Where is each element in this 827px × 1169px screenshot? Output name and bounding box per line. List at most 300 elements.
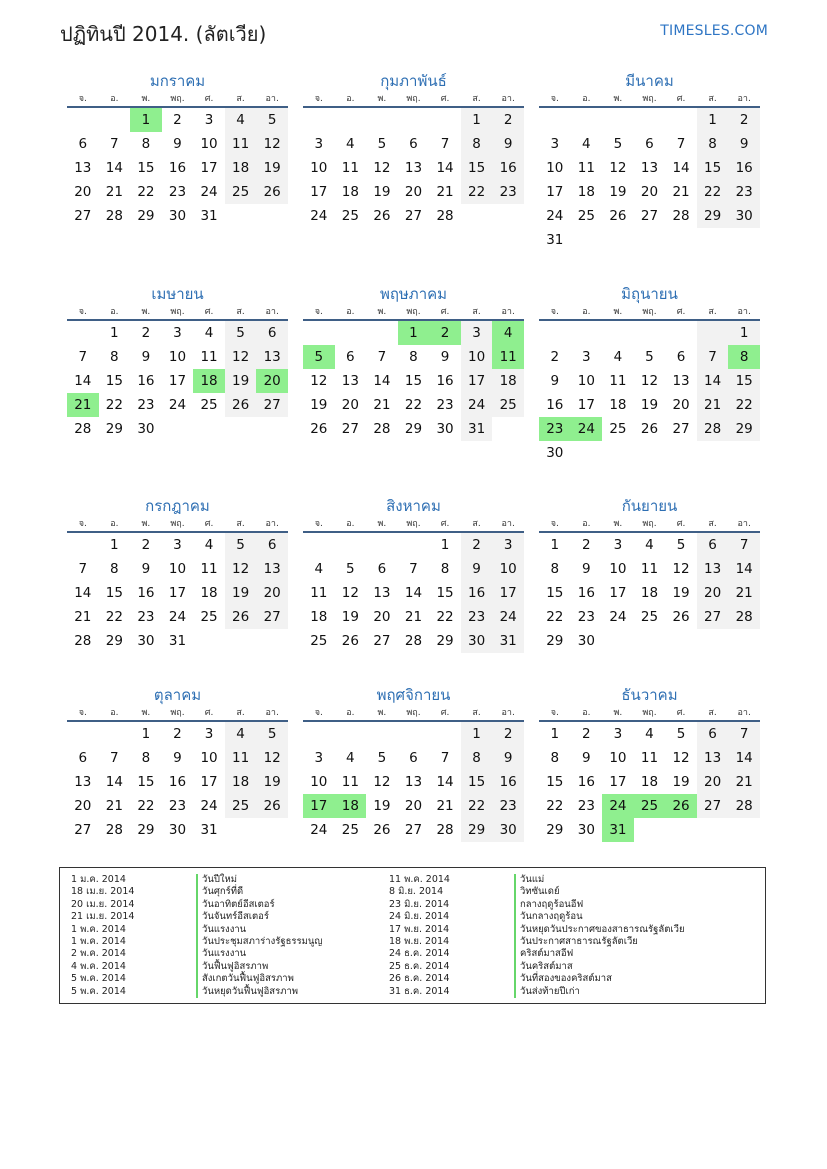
day-cell: 17 <box>546 184 564 200</box>
day-cell: 3 <box>613 726 623 742</box>
weekday-label: พ. <box>613 307 623 317</box>
empty-cell <box>634 228 666 252</box>
day-cell: 18 <box>577 184 595 200</box>
day-cell: 20 <box>697 770 729 794</box>
empty-cell <box>335 108 367 132</box>
day-cell: 21 <box>672 184 690 200</box>
day-cell: 1 <box>697 108 729 132</box>
day-cell: 31 <box>200 208 218 224</box>
weekday-label: อ. <box>346 519 355 529</box>
weekday-label: อ. <box>346 307 355 317</box>
day-cell: 12 <box>640 373 659 389</box>
day-grid <box>67 321 288 441</box>
day-cell: 6 <box>377 561 387 577</box>
day-cell: 20 <box>697 581 729 605</box>
empty-cell <box>303 108 335 132</box>
day-cell: 16 <box>436 373 454 389</box>
day-cell: 4 <box>645 726 654 742</box>
legend-date: 8 มิ.ย. 2014 <box>389 886 444 898</box>
day-cell: 18 <box>640 774 659 790</box>
empty-cell <box>697 321 729 345</box>
day-cell: 1 <box>550 537 560 553</box>
weekday-header <box>539 305 760 321</box>
empty-cell <box>162 417 194 441</box>
day-cell: 19 <box>256 770 288 794</box>
empty-cell <box>303 533 335 557</box>
day-cell: 19 <box>609 184 627 200</box>
day-cell: 18 <box>225 770 257 794</box>
day-cell: 25 <box>640 609 659 625</box>
day-cell: 26 <box>310 421 328 437</box>
day-cell: 11 <box>200 349 218 365</box>
day-cell: 20 <box>74 184 92 200</box>
day-cell: 4 <box>492 321 524 345</box>
weekday-header <box>539 706 760 722</box>
month-name: ตุลาคม <box>153 686 202 704</box>
day-cell: 31 <box>168 633 187 649</box>
day-cell: 13 <box>697 557 729 581</box>
day-cell: 28 <box>105 208 123 224</box>
holiday-legend <box>59 867 766 1004</box>
day-cell: 20 <box>672 397 690 413</box>
day-cell: 22 <box>404 397 423 413</box>
day-cell: 16 <box>577 774 595 790</box>
legend-row <box>389 911 685 923</box>
weekday-label: พฤ. <box>406 708 421 718</box>
day-cell: 15 <box>461 770 493 794</box>
day-cell: 14 <box>74 373 92 389</box>
day-cell: 2 <box>141 325 151 341</box>
day-cell: 4 <box>613 349 623 365</box>
day-cell: 21 <box>74 609 92 625</box>
day-cell: 30 <box>436 421 454 437</box>
legend-holiday-name: วันที่สองของคริสต์มาส <box>514 973 612 985</box>
day-cell: 31 <box>492 629 524 653</box>
day-cell: 29 <box>105 633 123 649</box>
empty-cell <box>99 108 131 132</box>
day-cell: 9 <box>173 136 182 152</box>
day-cell: 10 <box>546 160 564 176</box>
day-cell: 1 <box>550 726 560 742</box>
day-cell: 16 <box>137 585 155 601</box>
weekday-label: จ. <box>314 307 323 317</box>
weekday-label: จ. <box>550 94 559 104</box>
legend-row <box>71 948 322 960</box>
day-cell: 23 <box>539 417 571 441</box>
day-cell: 7 <box>78 349 88 365</box>
empty-cell <box>366 722 398 746</box>
day-cell: 2 <box>582 726 591 742</box>
month-name: พฤศจิกายน <box>376 686 451 704</box>
weekday-label: พฤ. <box>170 708 185 718</box>
day-cell: 3 <box>550 136 560 152</box>
legend-date: 1 พ.ค. 2014 <box>71 923 126 935</box>
weekday-label: จ. <box>550 708 559 718</box>
day-cell: 2 <box>582 537 591 553</box>
legend-row <box>389 986 685 998</box>
weekday-label: จ. <box>314 519 323 529</box>
day-cell: 29 <box>546 633 564 649</box>
day-cell: 19 <box>373 798 391 814</box>
day-cell: 26 <box>256 794 288 818</box>
day-cell: 26 <box>256 180 288 204</box>
day-grid <box>303 108 524 228</box>
legend-holiday-name: วันคริสต์มาส <box>514 961 573 973</box>
day-cell: 10 <box>168 349 187 365</box>
day-cell: 8 <box>550 561 560 577</box>
legend-date: 18 เม.ย. 2014 <box>71 886 135 898</box>
day-cell: 11 <box>310 585 328 601</box>
weekday-header <box>67 92 288 108</box>
weekday-label: พ. <box>141 708 151 718</box>
empty-cell <box>398 533 430 557</box>
weekday-label: ศ. <box>676 708 686 718</box>
weekday-label: อ. <box>582 94 591 104</box>
day-cell: 9 <box>173 750 182 766</box>
day-cell: 26 <box>665 794 697 818</box>
weekday-label: พ. <box>613 94 623 104</box>
legend-date: 24 ธ.ค. 2014 <box>389 948 450 960</box>
day-cell: 4 <box>314 561 324 577</box>
day-cell: 4 <box>225 722 257 746</box>
day-cell: 7 <box>110 750 119 766</box>
empty-cell <box>571 228 603 252</box>
day-cell: 28 <box>404 633 423 649</box>
day-cell: 27 <box>672 421 690 437</box>
weekday-label: อา. <box>265 519 279 529</box>
weekday-header <box>67 305 288 321</box>
weekday-label: อ. <box>110 708 119 718</box>
day-cell: 2 <box>492 108 524 132</box>
day-cell: 18 <box>492 369 524 393</box>
day-cell: 7 <box>728 533 760 557</box>
day-cell: 16 <box>728 156 760 180</box>
day-cell: 20 <box>404 798 423 814</box>
day-cell: 28 <box>728 605 760 629</box>
legend-row <box>389 936 685 948</box>
day-cell: 26 <box>225 605 257 629</box>
day-cell: 10 <box>609 750 627 766</box>
empty-cell <box>256 818 288 842</box>
empty-cell <box>728 818 760 842</box>
weekday-label: อ. <box>110 519 119 529</box>
day-cell: 5 <box>303 345 335 369</box>
weekday-label: ส. <box>708 307 717 317</box>
day-cell: 7 <box>409 561 418 577</box>
empty-cell <box>256 417 288 441</box>
weekday-label: อ. <box>582 708 591 718</box>
day-cell: 3 <box>173 537 182 553</box>
day-cell: 20 <box>640 184 659 200</box>
day-cell: 9 <box>141 561 151 577</box>
weekday-label: พฤ. <box>642 519 657 529</box>
empty-cell <box>335 722 367 746</box>
legend-date: 11 พ.ค. 2014 <box>389 874 450 885</box>
day-cell: 6 <box>409 136 418 152</box>
empty-cell <box>193 629 225 653</box>
weekday-label: อ. <box>582 519 591 529</box>
day-cell: 14 <box>436 160 454 176</box>
weekday-label: พฤ. <box>170 307 185 317</box>
day-cell: 24 <box>602 794 634 818</box>
day-cell: 9 <box>492 746 524 770</box>
day-cell: 6 <box>78 750 88 766</box>
weekday-label: อ. <box>110 307 119 317</box>
day-cell: 15 <box>105 373 123 389</box>
day-cell: 8 <box>110 561 119 577</box>
day-cell: 23 <box>168 798 187 814</box>
empty-cell <box>256 629 288 653</box>
month-block <box>539 283 760 465</box>
day-cell: 11 <box>341 774 359 790</box>
empty-cell <box>697 228 729 252</box>
day-cell: 27 <box>373 633 391 649</box>
legend-column-right <box>389 874 685 998</box>
legend-date: 23 มิ.ย. 2014 <box>389 898 450 910</box>
month-name: กันยายน <box>621 497 678 515</box>
day-cell: 11 <box>492 345 524 369</box>
day-cell: 26 <box>609 208 627 224</box>
day-cell: 5 <box>645 349 654 365</box>
day-cell: 24 <box>492 605 524 629</box>
weekday-label: อา. <box>265 708 279 718</box>
day-cell: 22 <box>546 798 564 814</box>
day-cell: 12 <box>225 345 257 369</box>
month-block <box>303 70 524 228</box>
day-cell: 21 <box>105 184 123 200</box>
legend-holiday-name: วันจันทร์อีสเตอร์ <box>196 911 269 923</box>
weekday-label: จ. <box>78 307 87 317</box>
weekday-label: ศ. <box>204 708 214 718</box>
day-cell: 24 <box>571 417 603 441</box>
day-cell: 31 <box>602 818 634 842</box>
day-cell: 25 <box>225 794 257 818</box>
day-cell: 4 <box>225 108 257 132</box>
site-link[interactable]: TIMESLES.COM <box>660 23 768 39</box>
day-cell: 10 <box>310 160 328 176</box>
day-cell: 8 <box>461 746 493 770</box>
weekday-label: พฤ. <box>170 519 185 529</box>
day-cell: 16 <box>168 774 187 790</box>
day-cell: 18 <box>335 794 367 818</box>
day-cell: 15 <box>728 369 760 393</box>
empty-cell <box>461 204 493 228</box>
day-cell: 15 <box>137 160 155 176</box>
day-cell: 14 <box>697 369 729 393</box>
weekday-label: ส. <box>708 708 717 718</box>
empty-cell <box>728 629 760 653</box>
legend-holiday-name: วันประชุมสภาร่างรัฐธรรมนูญ <box>196 936 322 948</box>
day-cell: 21 <box>436 798 454 814</box>
day-cell: 23 <box>436 397 454 413</box>
month-name: มิถุนายน <box>621 285 678 303</box>
day-cell: 1 <box>130 108 162 132</box>
weekday-label: พ. <box>377 519 387 529</box>
day-cell: 22 <box>697 180 729 204</box>
day-cell: 21 <box>697 393 729 417</box>
empty-cell <box>571 441 603 465</box>
weekday-label: อา. <box>737 94 751 104</box>
month-block <box>67 70 288 228</box>
weekday-label: ส. <box>472 708 481 718</box>
empty-cell <box>398 722 430 746</box>
day-cell: 24 <box>200 184 218 200</box>
day-cell: 7 <box>440 136 450 152</box>
day-cell: 16 <box>137 373 155 389</box>
day-cell: 29 <box>137 208 155 224</box>
day-cell: 19 <box>256 156 288 180</box>
legend-date: 1 ม.ค. 2014 <box>71 874 126 885</box>
day-cell: 6 <box>697 722 729 746</box>
legend-column-left <box>71 874 322 998</box>
empty-cell <box>256 204 288 228</box>
weekday-label: อา. <box>501 708 515 718</box>
weekday-label: อา. <box>265 307 279 317</box>
weekday-label: ส. <box>708 519 717 529</box>
legend-holiday-name: วันแรงงาน <box>196 948 246 960</box>
legend-holiday-name: วันหยุดวันประกาศของสาธารณรัฐลัตเวีย <box>514 924 685 936</box>
weekday-label: พฤ. <box>406 519 421 529</box>
day-cell: 9 <box>728 132 760 156</box>
day-cell: 4 <box>346 136 355 152</box>
day-cell: 21 <box>436 184 454 200</box>
day-cell: 18 <box>200 585 218 601</box>
day-cell: 8 <box>550 750 560 766</box>
day-cell: 25 <box>341 208 359 224</box>
weekday-header <box>303 92 524 108</box>
day-cell: 25 <box>609 421 627 437</box>
day-cell: 1 <box>110 537 119 553</box>
weekday-label: จ. <box>78 708 87 718</box>
day-cell: 28 <box>436 208 454 224</box>
day-cell: 24 <box>461 393 493 417</box>
day-cell: 12 <box>310 373 328 389</box>
weekday-label: พ. <box>377 307 387 317</box>
day-cell: 19 <box>225 369 257 393</box>
month-block <box>303 684 524 842</box>
day-cell: 25 <box>634 794 666 818</box>
day-cell: 14 <box>373 373 391 389</box>
day-cell: 9 <box>440 349 450 365</box>
weekday-header <box>539 517 760 533</box>
empty-cell <box>303 722 335 746</box>
weekday-label: ส. <box>236 307 245 317</box>
empty-cell <box>634 818 666 842</box>
legend-row <box>71 973 322 985</box>
day-grid <box>67 108 288 228</box>
day-cell: 11 <box>225 746 257 770</box>
day-cell: 24 <box>546 208 564 224</box>
empty-cell <box>193 417 225 441</box>
day-cell: 11 <box>577 160 595 176</box>
day-cell: 4 <box>582 136 591 152</box>
day-cell: 29 <box>461 818 493 842</box>
legend-holiday-name: วันแม่ <box>514 874 544 886</box>
legend-row <box>389 973 685 985</box>
day-cell: 26 <box>373 822 391 838</box>
day-cell: 13 <box>74 160 92 176</box>
day-cell: 27 <box>404 822 423 838</box>
day-cell: 5 <box>676 726 686 742</box>
day-cell: 25 <box>577 208 595 224</box>
empty-cell <box>539 321 571 345</box>
legend-holiday-name: วันกลางฤดูร้อน <box>514 911 583 923</box>
day-cell: 5 <box>256 108 288 132</box>
weekday-label: ส. <box>472 519 481 529</box>
day-cell: 13 <box>256 345 288 369</box>
weekday-header <box>303 517 524 533</box>
day-cell: 29 <box>546 822 564 838</box>
day-grid <box>539 533 760 653</box>
day-cell: 16 <box>546 397 564 413</box>
day-cell: 9 <box>461 557 493 581</box>
day-grid <box>303 533 524 653</box>
day-cell: 1 <box>110 325 119 341</box>
day-cell: 23 <box>461 605 493 629</box>
day-cell: 8 <box>440 561 450 577</box>
day-cell: 7 <box>676 136 686 152</box>
day-cell: 10 <box>200 750 218 766</box>
day-cell: 21 <box>728 581 760 605</box>
day-cell: 13 <box>672 373 690 389</box>
weekday-label: อา. <box>737 708 751 718</box>
weekday-label: จ. <box>550 519 559 529</box>
day-cell: 23 <box>728 180 760 204</box>
empty-cell <box>492 417 524 441</box>
day-grid <box>539 321 760 465</box>
day-cell: 15 <box>461 156 493 180</box>
empty-cell <box>634 629 666 653</box>
legend-date: 20 เม.ย. 2014 <box>71 898 135 910</box>
weekday-label: ส. <box>236 708 245 718</box>
day-cell: 5 <box>225 533 257 557</box>
weekday-label: พ. <box>141 519 151 529</box>
day-cell: 1 <box>398 321 430 345</box>
legend-holiday-name: วันศุกร์ที่ดี <box>196 886 243 898</box>
day-cell: 3 <box>204 112 214 128</box>
empty-cell <box>665 321 697 345</box>
day-cell: 12 <box>672 561 690 577</box>
day-cell: 13 <box>404 774 423 790</box>
day-cell: 18 <box>225 156 257 180</box>
day-cell: 4 <box>346 750 355 766</box>
weekday-label: อ. <box>346 708 355 718</box>
day-cell: 30 <box>492 818 524 842</box>
legend-holiday-name: กลางฤดูร้อนอีฟ <box>514 899 583 911</box>
day-cell: 17 <box>168 585 187 601</box>
empty-cell <box>366 321 398 345</box>
day-cell: 2 <box>141 537 151 553</box>
weekday-label: พฤ. <box>642 708 657 718</box>
day-cell: 19 <box>310 397 328 413</box>
day-cell: 11 <box>640 561 659 577</box>
day-cell: 28 <box>74 421 92 437</box>
day-cell: 14 <box>74 585 92 601</box>
day-cell: 19 <box>373 184 391 200</box>
weekday-label: อ. <box>346 94 355 104</box>
day-cell: 27 <box>74 208 92 224</box>
day-cell: 17 <box>200 160 218 176</box>
empty-cell <box>225 204 257 228</box>
day-cell: 5 <box>346 561 355 577</box>
day-cell: 2 <box>550 349 560 365</box>
empty-cell <box>602 108 634 132</box>
empty-cell <box>429 108 461 132</box>
weekday-label: อ. <box>582 307 591 317</box>
day-cell: 7 <box>440 750 450 766</box>
empty-cell <box>67 108 99 132</box>
day-cell: 9 <box>492 132 524 156</box>
